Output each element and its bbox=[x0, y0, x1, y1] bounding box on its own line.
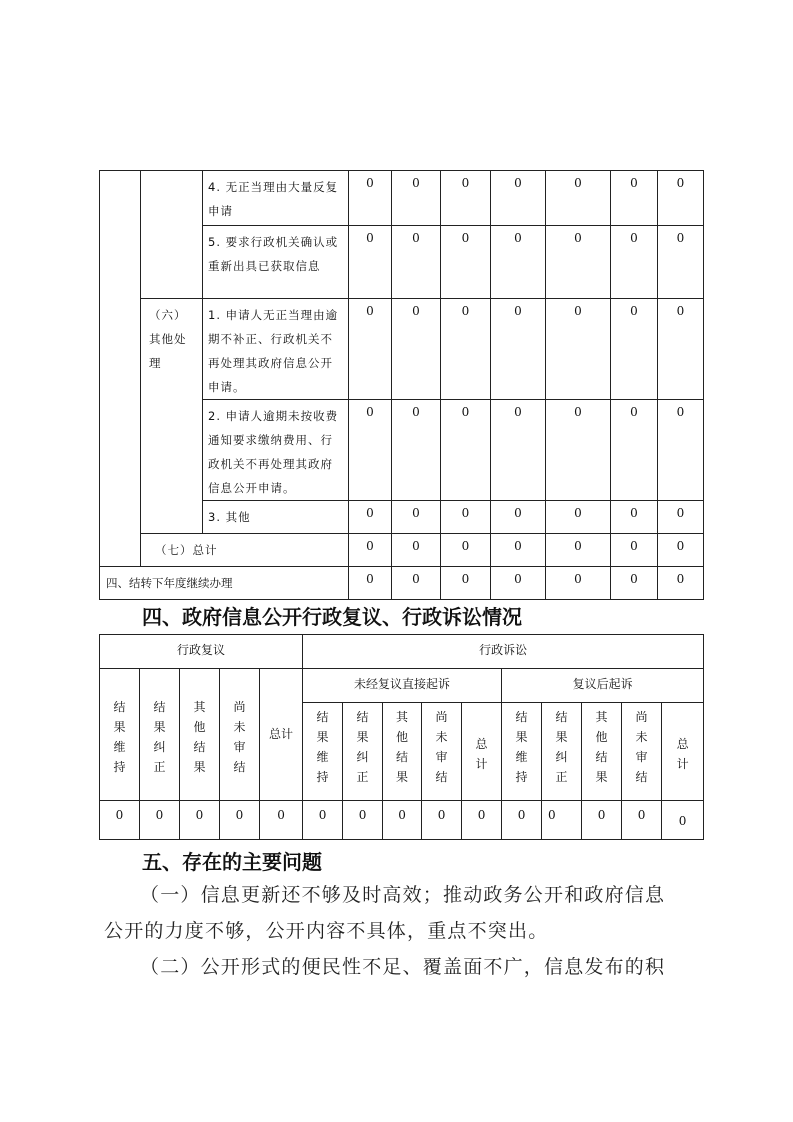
row-label: 4. 无正当理由大量反复申请 bbox=[203, 171, 349, 226]
after-review-suit-header: 复议后起诉 bbox=[502, 669, 704, 703]
cell-value: 0 bbox=[349, 171, 392, 226]
cell-value: 0 bbox=[546, 226, 611, 299]
cell-value: 0 bbox=[180, 801, 220, 840]
cell-value: 0 bbox=[491, 534, 546, 567]
cell-value: 0 bbox=[100, 801, 140, 840]
table-row bbox=[100, 534, 704, 567]
cell-value: 0 bbox=[611, 534, 658, 567]
cell-value: 0 bbox=[546, 534, 611, 567]
cell-value: 0 bbox=[546, 400, 611, 501]
cell-value: 0 bbox=[349, 501, 392, 534]
cell-value: 0 bbox=[392, 534, 441, 567]
cell-value: 0 bbox=[658, 299, 704, 400]
row-label-total: （七）总计 bbox=[141, 534, 349, 567]
row-label: 1. 申请人无正当理由逾期不补正、行政机关不再处理其政府信息公开申请。 bbox=[203, 299, 349, 400]
direct-col-header: 结果纠正 bbox=[343, 703, 383, 801]
review-litigation-table bbox=[99, 634, 704, 840]
cell-value: 0 bbox=[441, 534, 491, 567]
review-col-header: 其他结果 bbox=[180, 669, 220, 801]
direct-col-header: 其他结果 bbox=[383, 703, 422, 801]
cell-value: 0 bbox=[441, 171, 491, 226]
cell-value: 0 bbox=[349, 400, 392, 501]
direct-col-header: 结果维持 bbox=[303, 703, 343, 801]
cell-value: 0 bbox=[622, 801, 662, 840]
cell-value: 0 bbox=[441, 567, 491, 600]
after-col-header: 结果维持 bbox=[502, 703, 542, 801]
cell-value: 0 bbox=[658, 400, 704, 501]
cell-value: 0 bbox=[383, 801, 422, 840]
row-label-carryover: 四、结转下年度继续办理 bbox=[100, 567, 349, 600]
cell-value: 0 bbox=[392, 501, 441, 534]
cell-value: 0 bbox=[140, 801, 180, 840]
cell-value: 0 bbox=[491, 400, 546, 501]
cell-value: 0 bbox=[491, 299, 546, 400]
direct-col-header: 总计 bbox=[462, 703, 502, 801]
group-label-other-handling: （六）其他处理 bbox=[141, 299, 203, 534]
cell-value: 0 bbox=[582, 801, 622, 840]
values-row bbox=[100, 801, 704, 840]
cell-value: 0 bbox=[220, 801, 260, 840]
cell-value: 0 bbox=[349, 299, 392, 400]
cell-value: 0 bbox=[658, 501, 704, 534]
after-col-header: 尚未审结 bbox=[622, 703, 662, 801]
cell-value: 0 bbox=[611, 171, 658, 226]
cell-value: 0 bbox=[611, 567, 658, 600]
cell-value: 0 bbox=[343, 801, 383, 840]
section-5-heading: 五、存在的主要问题 bbox=[142, 850, 322, 874]
group-cell bbox=[141, 171, 203, 299]
review-col-header: 结果纠正 bbox=[140, 669, 180, 801]
admin-review-header: 行政复议 bbox=[100, 635, 303, 669]
row-label: 5. 要求行政机关确认或重新出具已获取信息 bbox=[203, 226, 349, 299]
after-col-header: 其他结果 bbox=[582, 703, 622, 801]
cell-value: 0 bbox=[546, 567, 611, 600]
section-4-heading: 四、政府信息公开行政复议、行政诉讼情况 bbox=[142, 605, 522, 629]
review-col-header: 总计 bbox=[260, 669, 303, 801]
cell-value: 0 bbox=[491, 226, 546, 299]
row-label: 2. 申请人逾期未按收费通知要求缴纳费用、行政机关不再处理其政府信息公开申请。 bbox=[203, 400, 349, 501]
cell-value: 0 bbox=[546, 501, 611, 534]
paragraph-1-line-2: 公开的力度不够，公开内容不具体，重点不突出。 bbox=[104, 920, 549, 942]
cell-value: 0 bbox=[303, 801, 343, 840]
direct-col-header: 尚未审结 bbox=[422, 703, 462, 801]
cell-value: 0 bbox=[658, 534, 704, 567]
direct-suit-header: 未经复议直接起诉 bbox=[303, 669, 502, 703]
table-row bbox=[100, 299, 704, 400]
cell-value: 0 bbox=[392, 171, 441, 226]
cell-value: 0 bbox=[392, 226, 441, 299]
cell-value: 0 bbox=[658, 171, 704, 226]
paragraph-2-line-1: （二）公开形式的便民性不足、覆盖面不广，信息发布的积 bbox=[140, 956, 666, 978]
cell-value: 0 bbox=[462, 801, 502, 840]
outer-group-cell bbox=[100, 171, 141, 567]
processing-results-table bbox=[99, 170, 704, 600]
cell-value: 0 bbox=[441, 226, 491, 299]
table-row bbox=[100, 567, 704, 600]
cell-value: 0 bbox=[349, 567, 392, 600]
cell-value: 0 bbox=[542, 801, 582, 840]
cell-value: 0 bbox=[260, 801, 303, 840]
admin-litigation-header: 行政诉讼 bbox=[303, 635, 704, 669]
cell-value: 0 bbox=[658, 567, 704, 600]
table-row bbox=[100, 171, 704, 226]
cell-value: 0 bbox=[662, 801, 704, 840]
cell-value: 0 bbox=[491, 171, 546, 226]
cell-value: 0 bbox=[491, 501, 546, 534]
header-row bbox=[100, 669, 704, 703]
row-label: 3. 其他 bbox=[203, 501, 349, 534]
cell-value: 0 bbox=[502, 801, 542, 840]
cell-value: 0 bbox=[611, 299, 658, 400]
cell-value: 0 bbox=[349, 534, 392, 567]
paragraph-1-line-1: （一）信息更新还不够及时高效；推动政务公开和政府信息 bbox=[140, 884, 666, 906]
cell-value: 0 bbox=[546, 299, 611, 400]
review-col-header: 尚未审结 bbox=[220, 669, 260, 801]
cell-value: 0 bbox=[546, 171, 611, 226]
cell-value: 0 bbox=[392, 299, 441, 400]
cell-value: 0 bbox=[658, 226, 704, 299]
cell-value: 0 bbox=[441, 501, 491, 534]
cell-value: 0 bbox=[491, 567, 546, 600]
cell-value: 0 bbox=[611, 400, 658, 501]
after-col-header: 总计 bbox=[662, 703, 704, 801]
header-row bbox=[100, 635, 704, 669]
cell-value: 0 bbox=[349, 226, 392, 299]
after-col-header: 结果纠正 bbox=[542, 703, 582, 801]
cell-value: 0 bbox=[422, 801, 462, 840]
cell-value: 0 bbox=[392, 567, 441, 600]
cell-value: 0 bbox=[392, 400, 441, 501]
cell-value: 0 bbox=[441, 299, 491, 400]
cell-value: 0 bbox=[611, 501, 658, 534]
cell-value: 0 bbox=[611, 226, 658, 299]
cell-value: 0 bbox=[441, 400, 491, 501]
review-col-header: 结果维持 bbox=[100, 669, 140, 801]
